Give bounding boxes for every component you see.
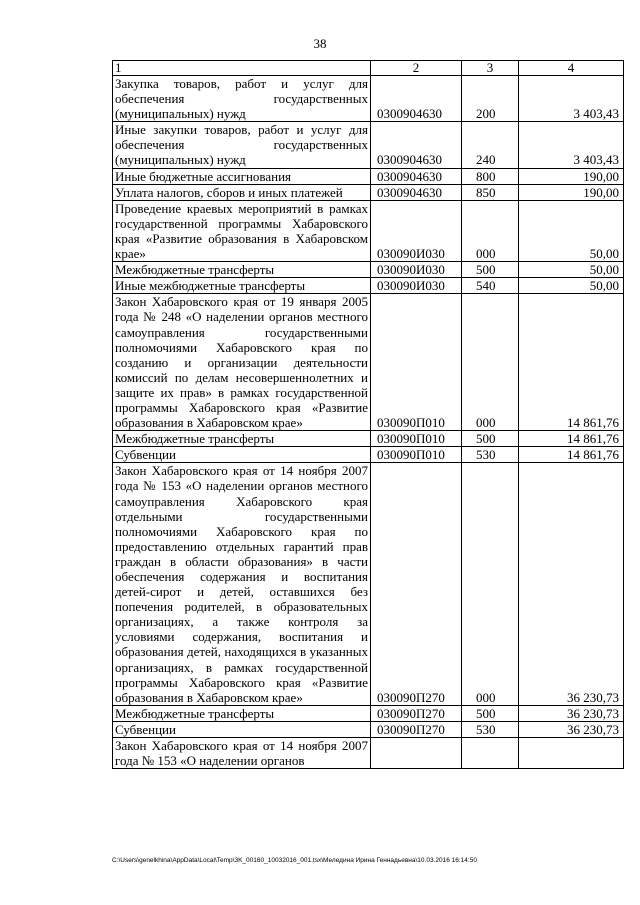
row-amount-cell: 3 403,43	[519, 122, 624, 168]
row-type-cell: 500	[462, 705, 519, 721]
row-amount-cell: 14 861,76	[519, 431, 624, 447]
row-amount-cell: 50,00	[519, 262, 624, 278]
table-row	[113, 294, 624, 431]
row-type-cell	[462, 738, 519, 769]
header-col-1: 1	[113, 61, 371, 76]
row-type-cell: 500	[462, 431, 519, 447]
row-code-cell: 0300904630	[371, 184, 462, 200]
table-row	[113, 278, 624, 294]
row-amount-cell: 3 403,43	[519, 76, 624, 122]
footer-file-path: C:\Users\genelkhina\AppData\Local\Temp\3K_00160_10032016_001.tsx\Меледина Ирина Геннадьевна\10.03.2016 16:14:50	[112, 857, 477, 864]
row-name-cell: Закон Хабаровского края от 14 ноября 2007 года № 153 «О наделении органов	[113, 738, 371, 769]
table-row	[113, 76, 624, 122]
row-type-cell: 500	[462, 262, 519, 278]
header-col-3: 3	[462, 61, 519, 76]
table-row	[113, 184, 624, 200]
row-name-cell: Закупка товаров, работ и услуг для обеспечения государственных (муниципальных) нужд	[113, 76, 371, 122]
row-name-cell: Уплата налогов, сборов и иных платежей	[113, 184, 371, 200]
row-name-cell: Межбюджетные трансферты	[113, 705, 371, 721]
table-row	[113, 738, 624, 769]
table-row	[113, 168, 624, 184]
row-code-cell: 030090П010	[371, 431, 462, 447]
row-type-cell: 240	[462, 122, 519, 168]
header-col-2: 2	[371, 61, 462, 76]
row-type-cell: 800	[462, 168, 519, 184]
row-name-cell: Субвенции	[113, 447, 371, 463]
row-amount-cell: 14 861,76	[519, 447, 624, 463]
table-row	[113, 463, 624, 706]
row-code-cell: 0300904630	[371, 76, 462, 122]
header-col-4: 4	[519, 61, 624, 76]
row-code-cell: 030090И030	[371, 278, 462, 294]
row-name-cell: Межбюджетные трансферты	[113, 262, 371, 278]
row-type-cell: 850	[462, 184, 519, 200]
row-code-cell: 030090И030	[371, 200, 462, 261]
row-code-cell	[371, 738, 462, 769]
row-code-cell: 030090П010	[371, 294, 462, 431]
row-type-cell: 000	[462, 294, 519, 431]
table-row	[113, 705, 624, 721]
row-type-cell: 000	[462, 463, 519, 706]
row-type-cell: 530	[462, 721, 519, 737]
row-amount-cell: 50,00	[519, 278, 624, 294]
table-row	[113, 122, 624, 168]
row-name-cell: Закон Хабаровского края от 19 января 2005 года № 248 «О наделении органов местного самоуправления государственными полномочиями Хабаровского края по созданию и организации деятельности комиссий по делам несовершеннолетних и защите их прав» в рамках государственной программы Хабаровского края «Развитие образования в Хабаровском крае»	[113, 294, 371, 431]
row-amount-cell: 190,00	[519, 168, 624, 184]
row-name-cell: Проведение краевых мероприятий в рамках государственной программы Хабаровского края «Развитие образования в Хабаровском крае»	[113, 200, 371, 261]
row-type-cell: 540	[462, 278, 519, 294]
row-code-cell: 030090П270	[371, 705, 462, 721]
table-header-row	[113, 61, 624, 76]
budget-table	[112, 60, 624, 769]
row-code-cell: 0300904630	[371, 122, 462, 168]
row-name-cell: Иные закупки товаров, работ и услуг для обеспечения государственных (муниципальных) нужд	[113, 122, 371, 168]
row-type-cell: 000	[462, 200, 519, 261]
row-amount-cell: 190,00	[519, 184, 624, 200]
row-type-cell: 530	[462, 447, 519, 463]
row-amount-cell: 36 230,73	[519, 705, 624, 721]
row-amount-cell: 50,00	[519, 200, 624, 261]
row-amount-cell: 36 230,73	[519, 463, 624, 706]
row-name-cell: Субвенции	[113, 721, 371, 737]
row-code-cell: 030090П010	[371, 447, 462, 463]
page-number: 38	[313, 36, 327, 51]
row-name-cell: Иные межбюджетные трансферты	[113, 278, 371, 294]
row-code-cell: 0300904630	[371, 168, 462, 184]
table-row	[113, 447, 624, 463]
row-code-cell: 030090П270	[371, 721, 462, 737]
row-amount-cell: 14 861,76	[519, 294, 624, 431]
row-amount-cell: 36 230,73	[519, 721, 624, 737]
table-row	[113, 200, 624, 261]
table-row	[113, 262, 624, 278]
row-name-cell: Закон Хабаровского края от 14 ноября 2007 года № 153 «О наделении органов местного самоуправления Хабаровского края отдельными государственными полномочиями Хабаровского края по предоставлению отдельных гарантий прав граждан в области образования» в части обеспечения содержания и воспитания детей-сирот и детей, оставшихся без попечения родителей, в образовательных организациях, а также контроля за условиями содержания, воспитания и образования детей, находящихся в указанных организациях, в рамках государственной программы Хабаровского края «Развитие образования в Хабаровском крае»	[113, 463, 371, 706]
row-amount-cell	[519, 738, 624, 769]
table-row	[113, 431, 624, 447]
table-row	[113, 721, 624, 737]
row-name-cell: Межбюджетные трансферты	[113, 431, 371, 447]
row-type-cell: 200	[462, 76, 519, 122]
row-name-cell: Иные бюджетные ассигнования	[113, 168, 371, 184]
row-code-cell: 030090И030	[371, 262, 462, 278]
row-code-cell: 030090П270	[371, 463, 462, 706]
